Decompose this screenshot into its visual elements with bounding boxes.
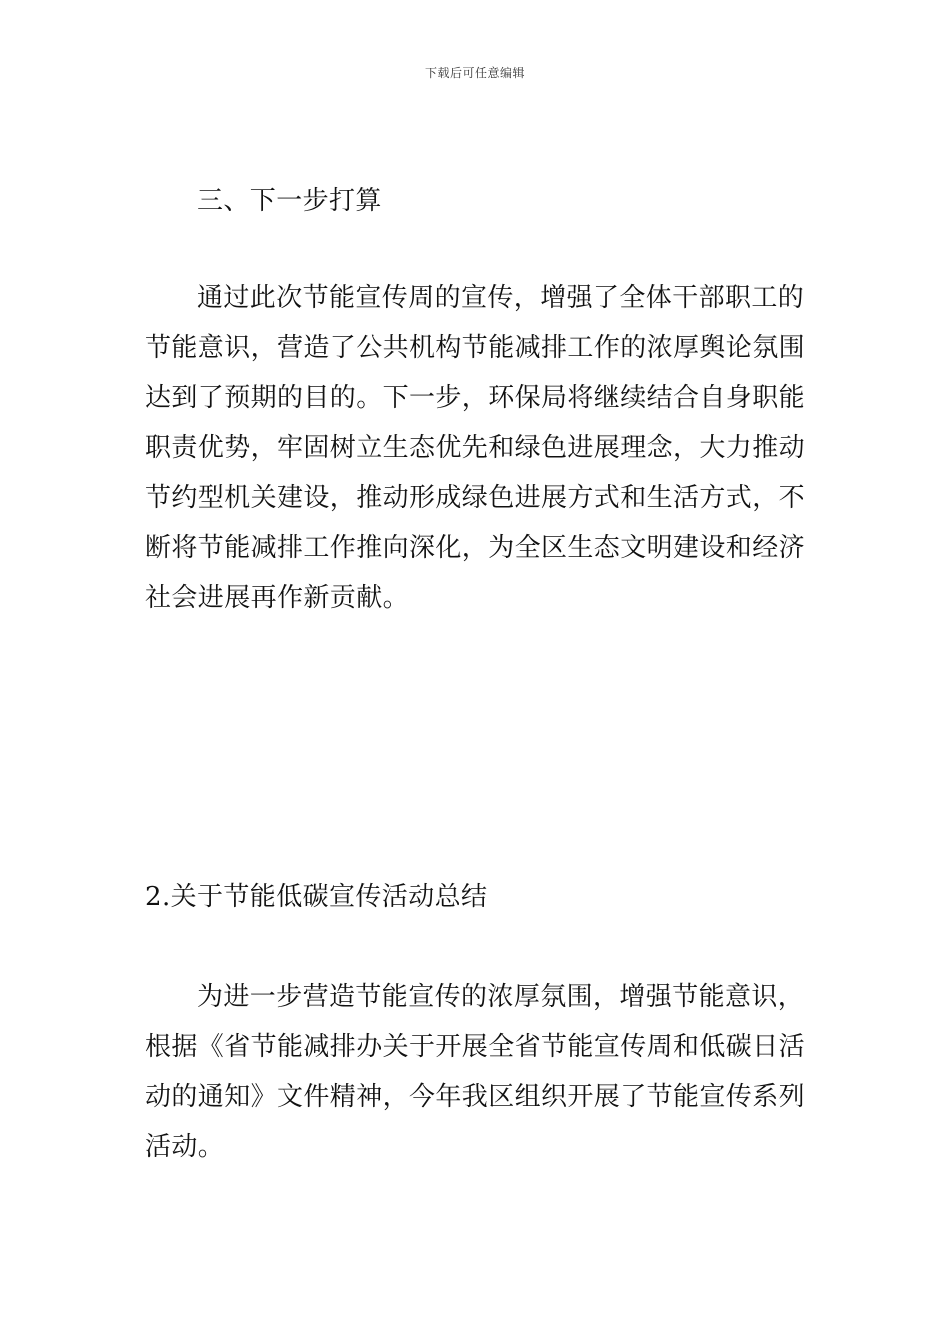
section-paragraph bbox=[145, 273, 810, 623]
article-paragraph bbox=[145, 972, 810, 1172]
page-header-note: 下载后可任意编辑 bbox=[424, 66, 525, 80]
paragraph-line: 社会进展再作新贡献。 bbox=[145, 583, 410, 613]
paragraph-line: 达到了预期的目的。下一步，环保局将继续结合自身职能 bbox=[145, 383, 806, 413]
article-title bbox=[145, 872, 810, 922]
paragraph-line: 活动。 bbox=[145, 1132, 225, 1162]
paragraph-line: 断将节能减排工作推向深化，为全区生态文明建设和经济 bbox=[145, 533, 806, 563]
paragraph-line: 为进一步营造节能宣传的浓厚氛围，增强节能意识， bbox=[197, 982, 805, 1012]
section-heading-text: 三、下一步打算 bbox=[197, 186, 382, 216]
paragraph-line: 节约型机关建设，推动形成绿色进展方式和生活方式，不 bbox=[145, 483, 806, 513]
paragraph-line: 动的通知》文件精神，今年我区组织开展了节能宣传系列 bbox=[145, 1082, 806, 1112]
paragraph-line: 节能意识，营造了公共机构节能减排工作的浓厚舆论氛围 bbox=[145, 333, 806, 363]
section-heading bbox=[145, 176, 810, 226]
paragraph-line: 职责优势，牢固树立生态优先和绿色进展理念，大力推动 bbox=[145, 433, 806, 463]
article-title-text: 2.关于节能低碳宣传活动总结 bbox=[145, 882, 488, 912]
paragraph-line: 根据《省节能减排办关于开展全省节能宣传周和低碳日活 bbox=[145, 1032, 806, 1062]
paragraph-line: 通过此次节能宣传周的宣传，增强了全体干部职工的 bbox=[197, 283, 805, 313]
